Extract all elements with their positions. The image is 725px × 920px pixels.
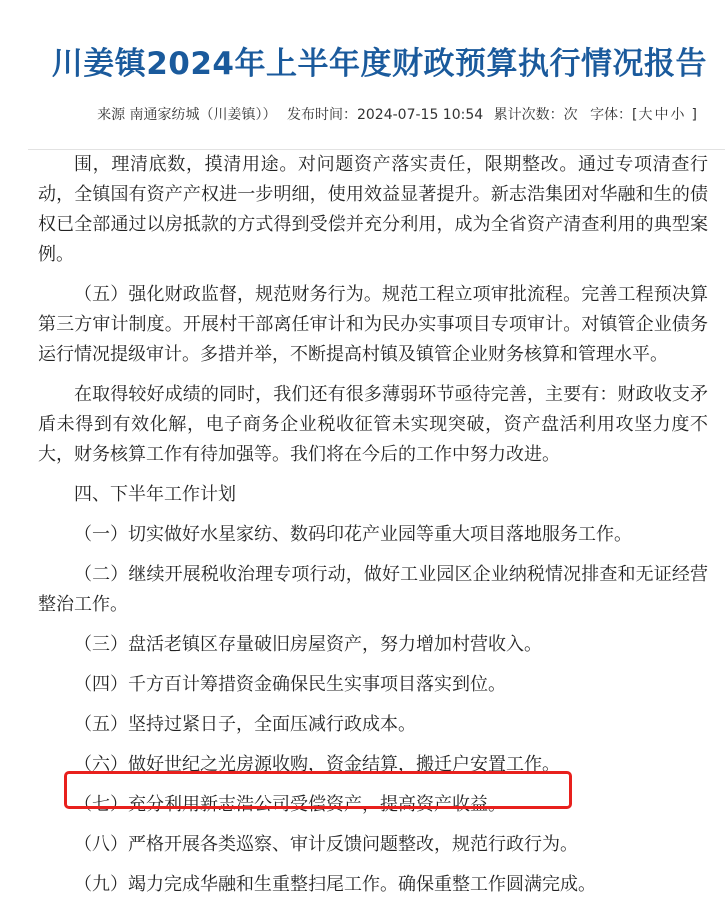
article-title: 川姜镇2024年上半年度财政预算执行情况报告 <box>51 46 707 82</box>
section-heading: 四、下半年工作计划 <box>74 484 236 505</box>
font-large-button[interactable]: 大 <box>638 107 653 123</box>
plan-item: （八）严格开展各类巡察、审计反馈问题整改，规范行政行为。 <box>74 834 578 855</box>
plan-item: （三）盘活老镇区存量破旧房屋资产，努力增加村营收入。 <box>74 634 542 655</box>
font-medium-button[interactable]: 中 <box>654 107 669 123</box>
plan-item: （七）充分利用新志浩公司受偿资产，提高资产收益。 <box>74 794 506 815</box>
publish-time: 发布时间：2024-07-15 10:54 <box>286 107 484 123</box>
font-size-label: 字体：[ <box>590 107 638 123</box>
view-count: 累计次数：次 <box>493 107 578 123</box>
plan-item: （五）坚持过紧日子，全面压减行政成本。 <box>74 714 416 735</box>
paragraph: （五）强化财政监督，规范财务行为。规范工程立项审批流程。完善工程预决算第三方审计制度。开展村干部离任审计和为民办实事项目专项审计。对镇管企业债务运行情况提级审计。多措并举，不断提高村镇及镇管企业财务核算和管理水平。 <box>38 284 708 365</box>
font-size-close: ] <box>691 107 697 123</box>
article-body <box>38 154 708 910</box>
plan-item: （九）竭力完成华融和生重整扫尾工作。确保重整工作圆满完成。 <box>74 874 596 895</box>
article-meta <box>0 104 725 124</box>
source-label: 来源 南通家纺城（川姜镇）） <box>97 107 277 123</box>
plan-item: （二）继续开展税收治理专项行动，做好工业园区企业纳税情况排查和无证经营整治工作。 <box>38 564 708 615</box>
font-small-button[interactable]: 小 <box>670 107 685 123</box>
plan-item: （四）千方百计筹措资金确保民生实事项目落实到位。 <box>74 674 506 695</box>
plan-item-highlighted: （六）做好世纪之光房源收购，资金结算，搬迁户安置工作。 <box>74 754 560 775</box>
paragraph: 围，理清底数，摸清用途。对问题资产落实责任，限期整改。通过专项清查行动，全镇国有资产产权进一步明细，使用效益显著提升。新志浩集团对华融和生的债权已全部通过以房抵款的方式得到受偿并充分利用，成为全省资产清查利用的典型案例。 <box>38 154 708 265</box>
font-size-control <box>584 107 697 123</box>
plan-item: （一）切实做好水星家纺、数码印花产业园等重大项目落地服务工作。 <box>74 524 632 545</box>
paragraph: 在取得较好成绩的同时，我们还有很多薄弱环节亟待完善，主要有：财政收支矛盾未得到有效化解，电子商务企业税收征管未实现突破，资产盘活利用攻坚力度不大，财务核算工作有待加强等。我们将在今后的工作中努力改进。 <box>38 384 708 465</box>
